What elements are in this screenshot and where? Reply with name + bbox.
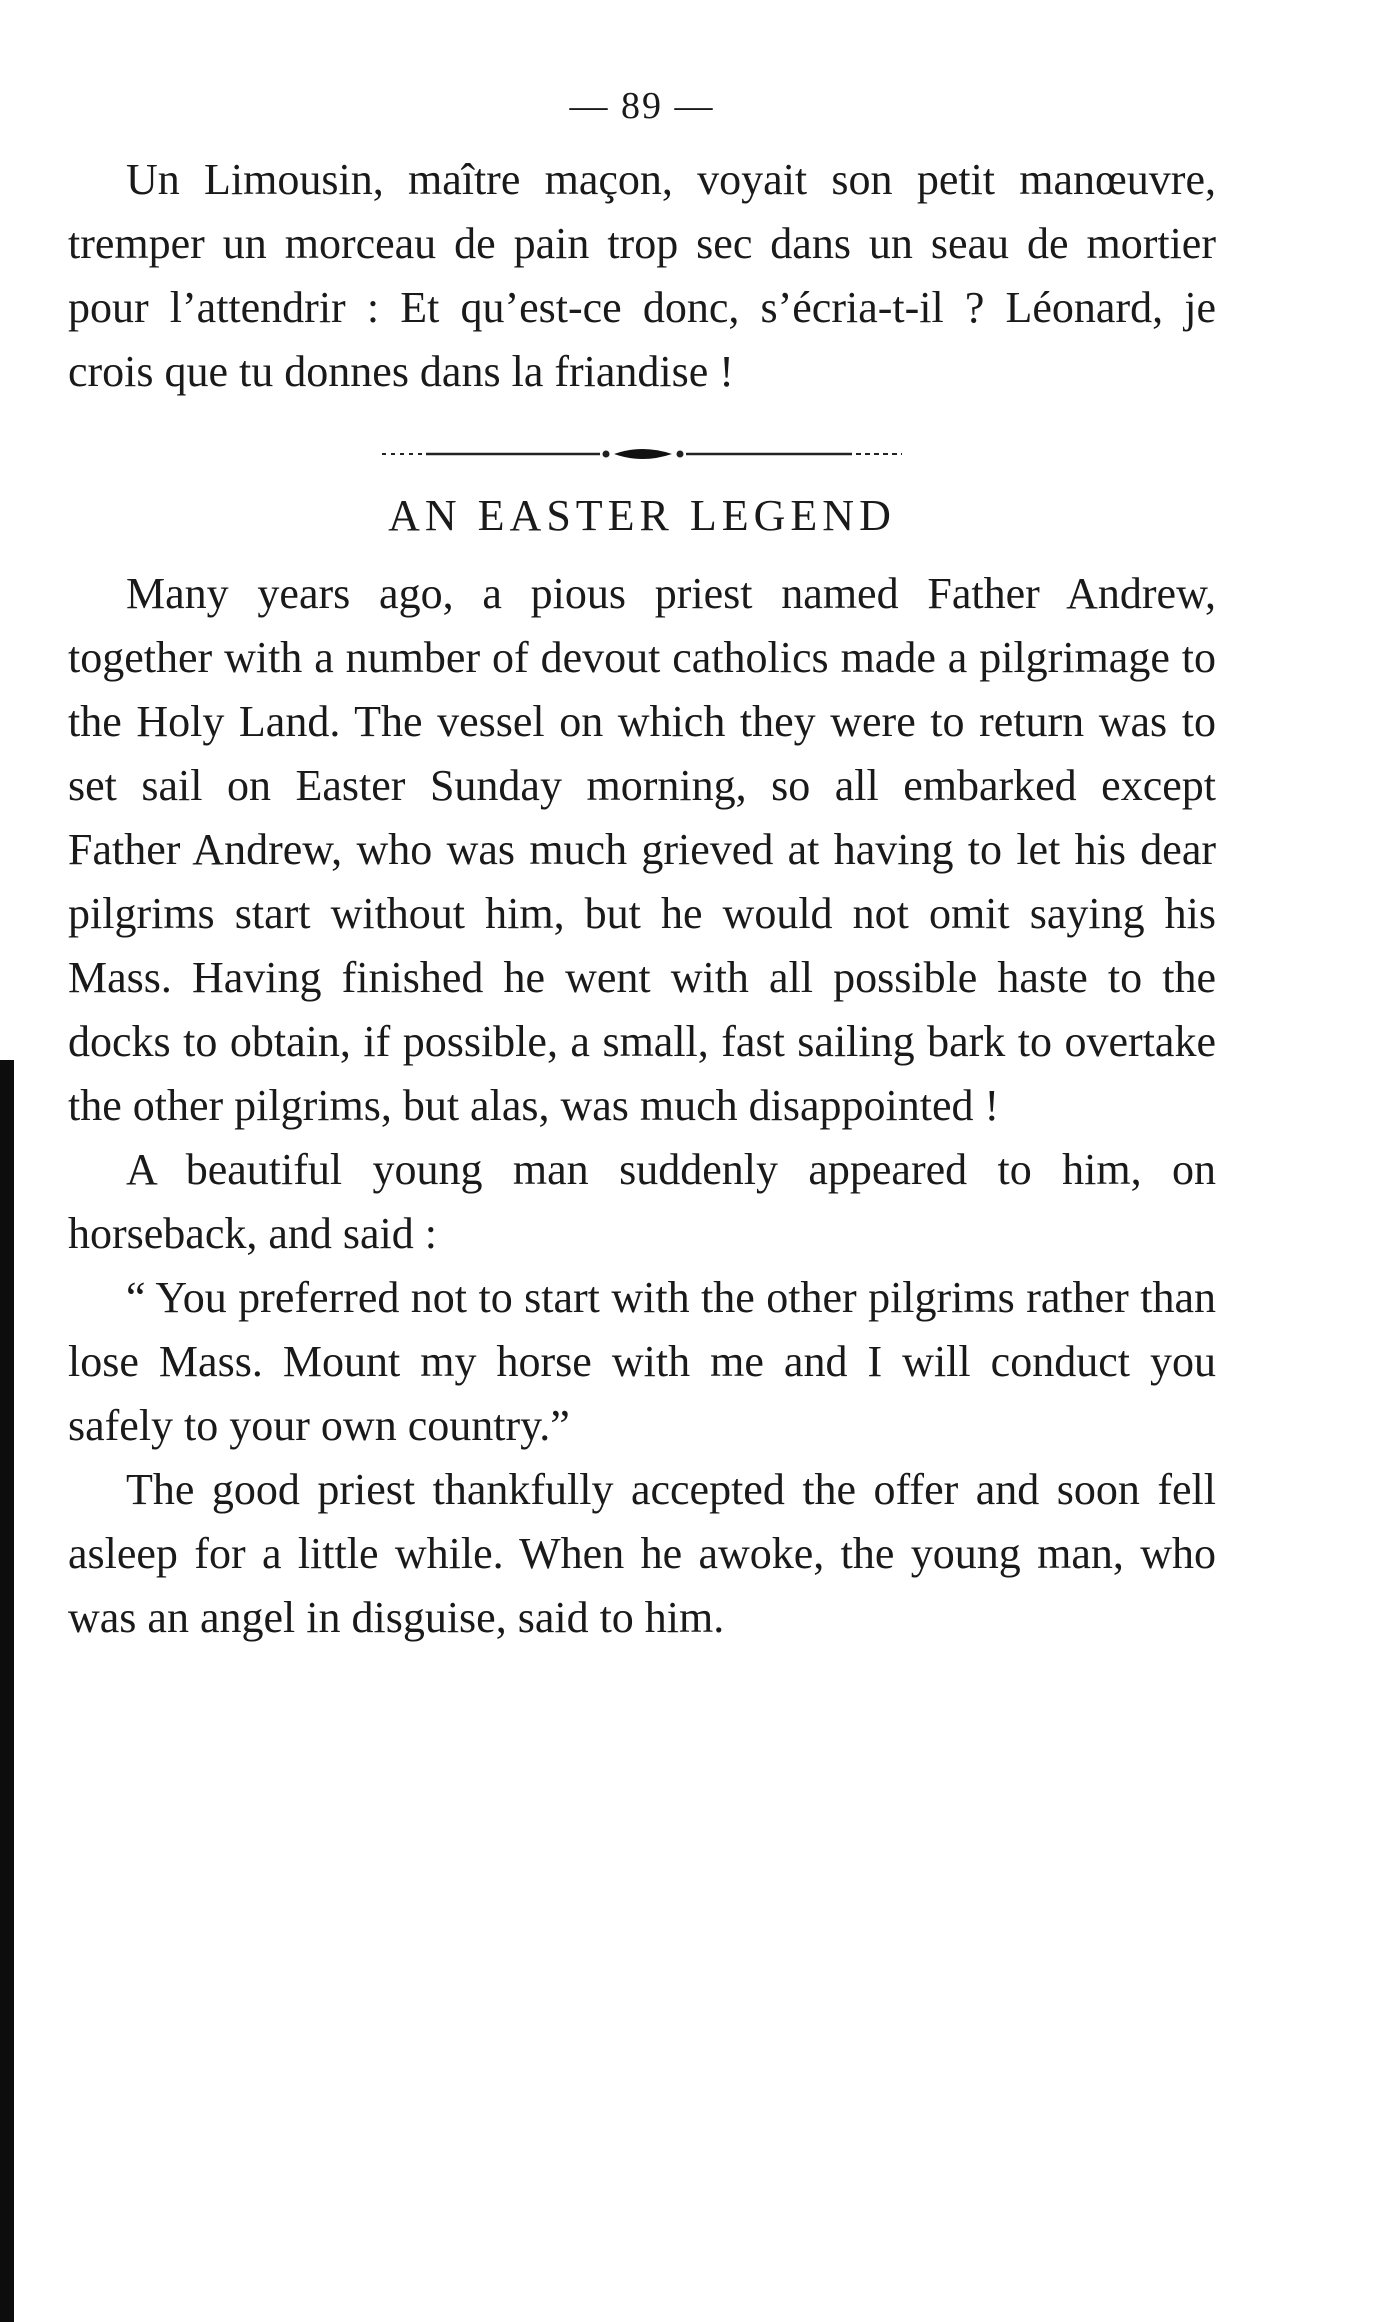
story-paragraph-4: The good priest thankfully accepted the offer and soon fell asleep for a little while. When he awoke, the young man, who was an angel in disguise, said to him. [68, 1465, 1216, 1642]
story-title: AN EASTER LEGEND [388, 491, 896, 540]
story-paragraph-1: Many years ago, a pious priest named Father Andrew, together with a number of devout catholics made a pilgrimage to the Holy Land. The vessel on which they were to return was to set sail on Easter Sunday morning, so all embarked except Father Andrew, who was much grieved at having to let his dear pilgrims start without him, but he would not omit saying his Mass. Having finished he went with all possible haste to the docks to obtain, if possible, a small, fast sailing bark to overtake the other pilgrims, but alas, was much disappointed ! [68, 569, 1216, 1130]
story-paragraph-3: “ You preferred not to start with the other pilgrims rather than lose Mass. Mount my horse with me and I will conduct you safely to your own country.” [68, 1273, 1216, 1450]
book-page [68, 78, 1216, 1650]
story-paragraph-2: A beautiful young man suddenly appeared to him, on horseback, and said : [68, 1145, 1216, 1258]
page-binding-edge [0, 1060, 14, 2322]
divider-ornament-icon [382, 442, 902, 466]
ornamental-divider [382, 442, 902, 466]
french-anecdote-paragraph: Un Limousin, maître maçon, voyait son petit manœuvre, tremper un morceau de pain trop sec dans un seau de mortier pour l’attendrir : Et qu’est-ce donc, s’écria-t-il ? Léonard, je crois que tu donnes dans la friandise ! [68, 155, 1216, 396]
page-number: — 89 — [569, 85, 715, 127]
